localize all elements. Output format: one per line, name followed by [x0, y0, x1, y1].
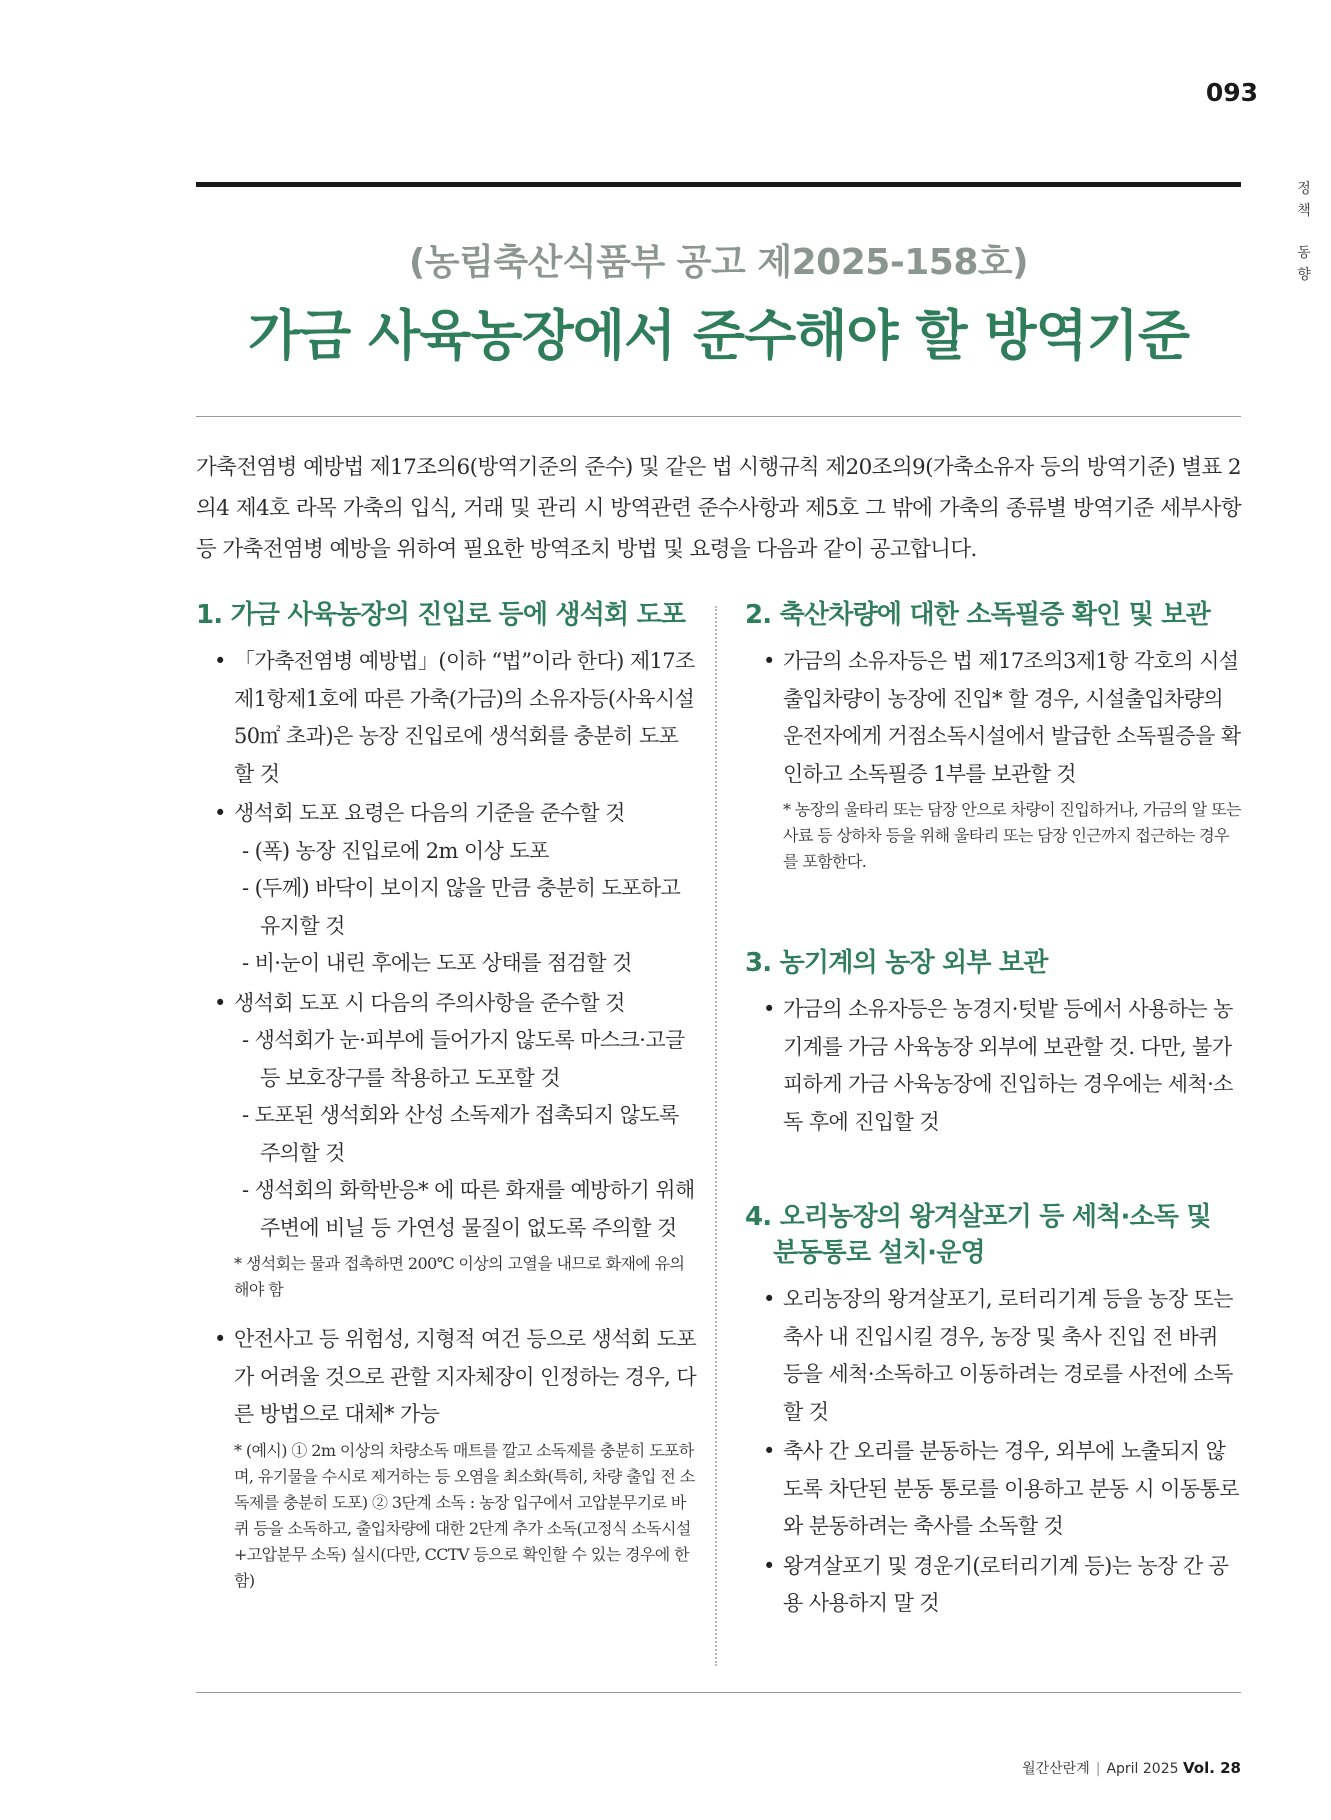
side-label-char: 정 [1297, 181, 1311, 197]
section-3-title: 3. 농기계의 농장 외부 보관 [745, 948, 1048, 978]
announcement-number: (농림축산식품부 공고 제2025-158호) [408, 242, 1029, 283]
section-1-sub-item: - (폭) 농장 진입로에 2m 이상 도포 [242, 838, 549, 863]
side-label-char: 책 [1297, 203, 1311, 219]
section-2-title: 2. 축산차량에 대한 소독필증 확인 및 보관 [745, 600, 1210, 630]
issue-date: April 2025 [1106, 1761, 1179, 1777]
section-1-sub-item: - 도포된 생석회와 산성 소독제가 접촉되지 않도록 주의할 것 [242, 1103, 679, 1165]
section-1-sub-item: - 비·눈이 내린 후에는 도포 상태를 점검할 것 [242, 951, 632, 975]
section-4-bullet: • 오리농장의 왕겨살포기, 로터리기계 등을 농장 또는 축사 내 진입시킬 경우, 농장 및 축사 진입 전 바퀴 등을 세척·소독하고 이동하려는 경로를 사전에 소독할 것 [745, 1281, 1241, 1431]
page-number: 093 [1205, 78, 1258, 107]
section-1-sub-item: - 생석회가 눈·피부에 들어가지 않도록 마스크·고글 등 보호장구를 착용하고 도포할 것 [242, 1028, 685, 1090]
section-1-bullet: • 생석회 도포 요령은 다음의 기준을 준수할 것 [196, 795, 696, 833]
page-title: 가금 사육농장에서 준수해야 할 방역기준 [248, 304, 1189, 367]
section-4-bullet: • 왕겨살포기 및 경운기(로터리기계 등)는 농장 간 공용 사용하지 말 것 [745, 1548, 1241, 1623]
section-2-bullet: • 가금의 소유자등은 법 제17조의3제1항 각호의 시설출입차량이 농장에 진입* 할 경우, 시설출입차량의 운전자에게 거점소독시설에서 발급한 소독필증을 확인하고 소독필증 1부를 보관할 것 [745, 643, 1241, 793]
section-4-bullet: • 축사 간 오리를 분동하는 경우, 외부에 노출되지 않도록 차단된 분동 통로를 이용하고 분동 시 이동통로와 분동하려는 축사를 소독할 것 [745, 1433, 1241, 1546]
title-divider [196, 416, 1241, 417]
section-1-sub-item: - (두께) 바닥이 보이지 않을 만큼 충분히 도포하고 유지할 것 [242, 876, 681, 938]
volume-number: Vol. 28 [1182, 1759, 1241, 1777]
column-divider [715, 606, 717, 1666]
section-1-bullet: • 생석회 도포 시 다음의 주의사항을 준수할 것 [196, 985, 696, 1023]
section-2-footnote: * 농장의 울타리 또는 담장 안으로 차량이 진입하거나, 가금의 알 또는 사료 등 상하차 등을 위해 울타리 또는 담장 인근까지 접근하는 경우를 포함한다. [783, 800, 1241, 871]
section-1-bullet: • 안전사고 등 위험성, 지형적 여건 등으로 생석회 도포가 어려울 것으로 관할 지자체장이 인정하는 경우, 다른 방법으로 대체* 가능 [196, 1321, 696, 1434]
right-column [745, 597, 1241, 1623]
left-column [196, 597, 696, 1594]
section-1-footnote: * 생석회는 물과 접촉하면 200℃ 이상의 고열을 내므로 화재에 유의해야 함 [234, 1254, 685, 1299]
section-3-bullet: • 가금의 소유자등은 농경지·텃밭 등에서 사용하는 농기계를 가금 사육농장 외부에 보관할 것. 다만, 불가피하게 가금 사육농장에 진입하는 경우에는 세척·소독 후에 진입할 것 [745, 991, 1241, 1141]
section-1-bullet: • 「가축전염병 예방법」(이하 “법”이라 한다) 제17조제1항제1호에 따른 가축(가금)의 소유자등(사육시설 50㎡ 초과)은 농장 진입로에 생석회를 충분히 도포할 것 [196, 643, 696, 793]
top-rule [196, 182, 1241, 187]
section-1-title: 1. 가금 사육농장의 진입로 등에 생석회 도포 [196, 600, 686, 630]
intro-paragraph: 가축전염병 예방법 제17조의6(방역기준의 준수) 및 같은 법 시행규칙 제20조의9(가축소유자 등의 방역기준) 별표 2의4 제4호 라목 가축의 입식, 거래 및 관리 시 방역관련 준수사항과 제5호 그 밖에 가축의 종류별 방역기준 세부사항 등 가축전염병 예방을 위하여 필요한 방역조치 방법 및 요령을 다음과 같이 공고합니다. [196, 455, 1241, 562]
footer: 월간산란계 | April 2025 Vol. 28 [1022, 1759, 1241, 1777]
side-label-char: 동 [1297, 245, 1311, 261]
section-side-label [1294, 178, 1314, 286]
bottom-rule [196, 1692, 1241, 1693]
publication-name: 월간산란계 [1022, 1761, 1090, 1777]
section-1-sub-item: - 생석회의 화학반응* 에 따른 화재를 예방하기 위해 주변에 비닐 등 가연성 물질이 없도록 주의할 것 [242, 1178, 695, 1240]
section-1-footnote: * (예시) ① 2m 이상의 차량소독 매트를 깔고 소독제를 충분히 도포하며, 유기물을 수시로 제거하는 등 오염을 최소화(특히, 차량 출입 전 소독제를 충분히 도포) ② 3단계 소독 : 농장 입구에서 고압분무기로 바퀴 등을 소독하고, 출입차량에 대한 2단계 추가 소독(고정식 소독시설+고압분무 소독) 실시(다만, CCTV 등으로 확인할 수 있는 경우에 한함) [234, 1440, 695, 1590]
section-4-title: 4. 오리농장의 왕겨살포기 등 세척·소독 및 분동통로 설치·운영 [745, 1202, 1211, 1268]
side-label-char: 향 [1297, 267, 1311, 283]
